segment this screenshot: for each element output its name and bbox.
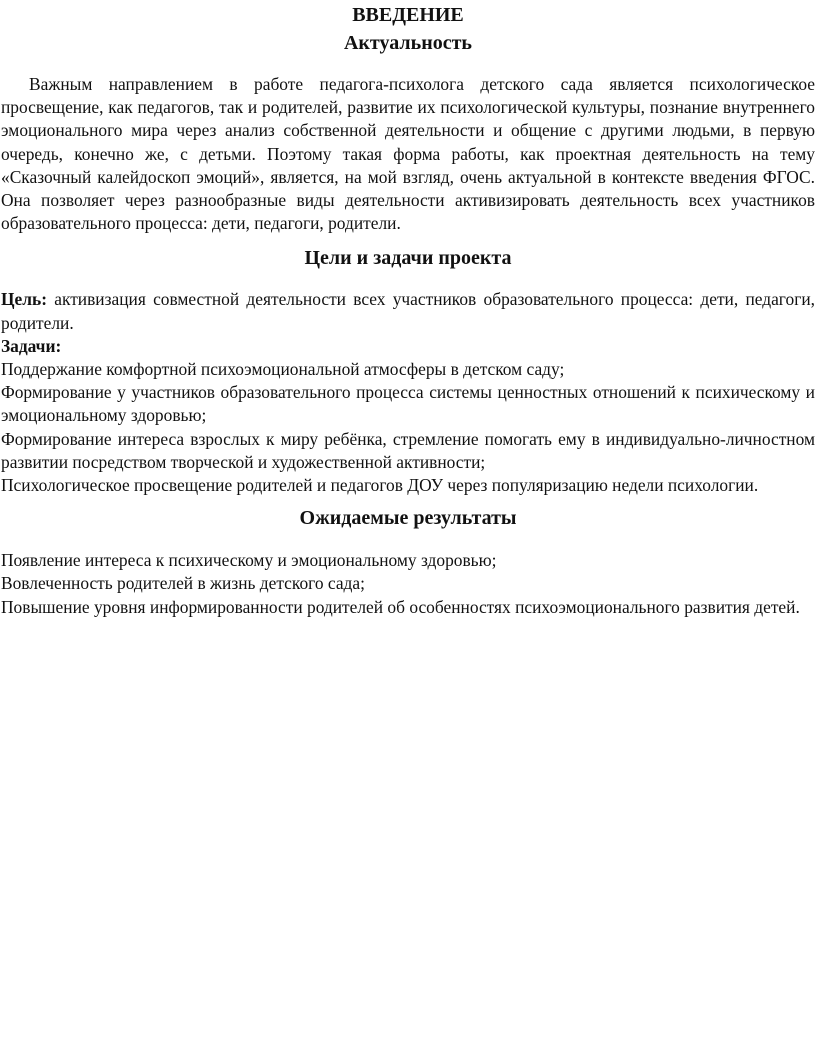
result-item: Повышение уровня информированности родителей об особенностях психоэмоционального развития детей. (1, 596, 800, 617)
document-title: ВВЕДЕНИЕ (352, 4, 464, 26)
goal-paragraph (1, 288, 815, 334)
task-item: Формирование у участников образовательного процесса системы ценностных отношений к психическому и эмоциональному здоровью; (1, 382, 815, 426)
tasks-label: Задачи: (1, 335, 62, 356)
results-list (1, 549, 815, 619)
document-subtitle: Актуальность (343, 32, 473, 54)
task-item: Психологическое просвещение родителей и педагогов ДОУ через популяризацию недели психологии. (1, 475, 759, 496)
task-item: Поддержание комфортной психоэмоциональной атмосферы в детском саду; (1, 359, 565, 380)
goals-heading: Цели и задачи проекта (304, 247, 512, 270)
goal-text: активизация совместной деятельности всех участников образовательного процесса: дети, педагоги, родители. (1, 289, 815, 333)
task-item: Формирование интереса взрослых к миру ребёнка, стремление помогать ему в индивидуально-личностном развитии посредством творческой и художественной активности; (1, 428, 815, 472)
goal-label: Цель: (1, 289, 47, 310)
results-heading: Ожидаемые результаты (299, 507, 517, 530)
intro-paragraph: Важным направлением в работе педагога-психолога детского сада является психологическое просвещение, как педагогов, так и родителей, развитие их психологической культуры, познание внутреннего эмоционального мира через анализ собственной деятельности и общение с другими людьми, в первую очередь, конечно же, с детьми. Поэтому такая форма работы, как проектная деятельность на тему «Сказочный калейдоскоп эмоций», является, на мой взгляд, очень актуальной в контексте введения ФГОС. Она позволяет через разнообразные виды деятельности активизировать деятельность всех участников образовательного процесса: дети, педагоги, родители. (1, 74, 815, 234)
result-item: Появление интереса к психическому и эмоциональному здоровью; (1, 550, 497, 571)
result-item: Вовлеченность родителей в жизнь детского сада; (1, 573, 365, 594)
